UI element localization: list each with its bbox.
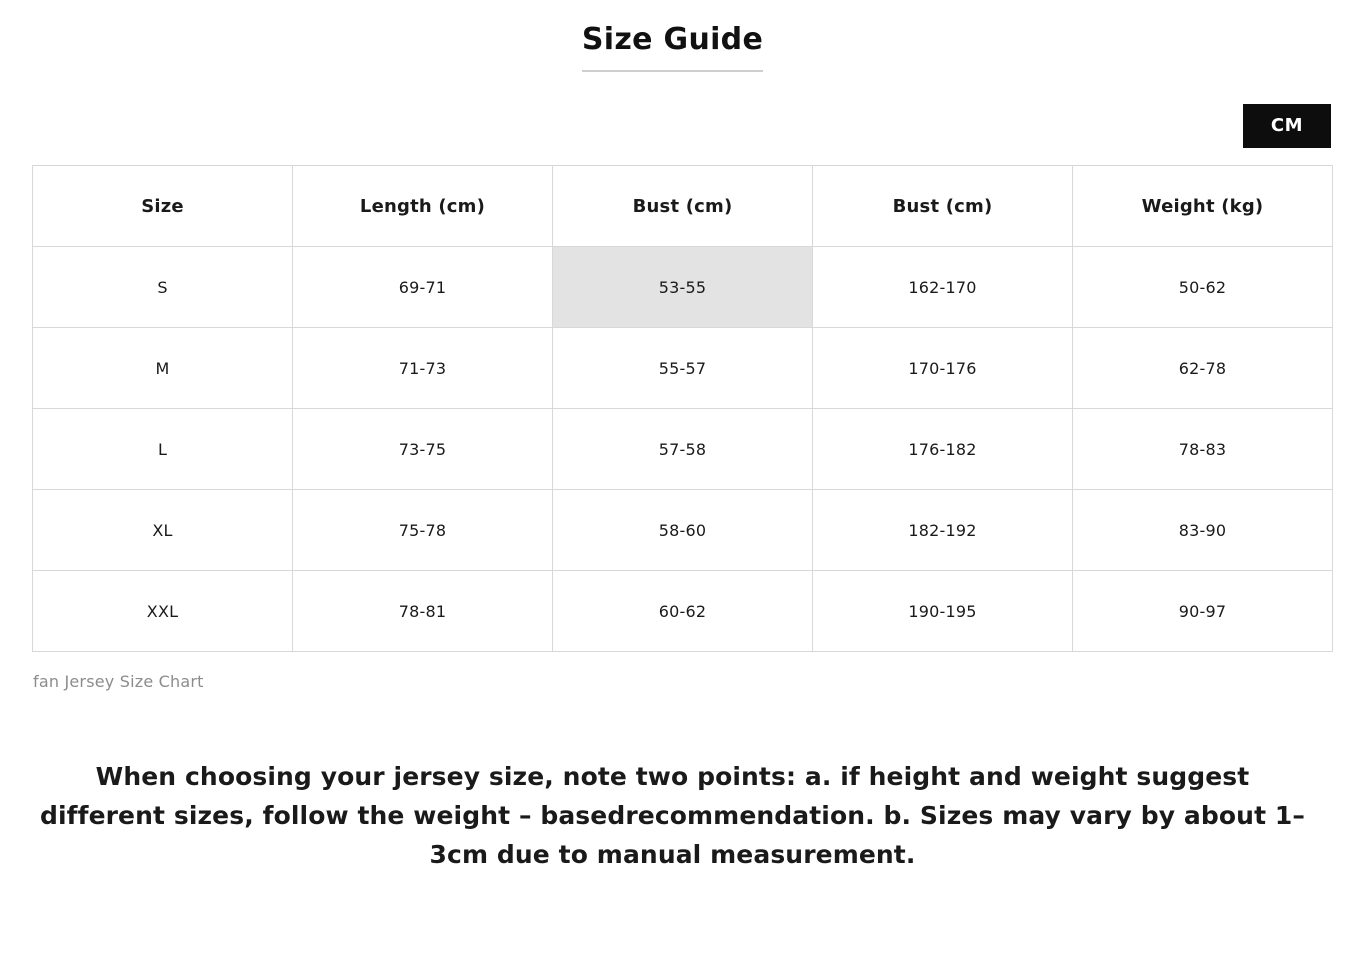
table-header-row <box>33 166 1333 247</box>
size-table-container <box>32 165 1331 652</box>
cell-size: L <box>33 409 293 490</box>
cell-size: XXL <box>33 571 293 652</box>
cell-weight: 78-83 <box>1073 409 1333 490</box>
column-header-weight: Weight (kg) <box>1073 166 1333 247</box>
cell-weight: 83-90 <box>1073 490 1333 571</box>
column-header-size: Size <box>33 166 293 247</box>
cell-bust-2: 190-195 <box>813 571 1073 652</box>
column-header-length: Length (cm) <box>293 166 553 247</box>
cell-size: M <box>33 328 293 409</box>
cell-bust: 57-58 <box>553 409 813 490</box>
table-row <box>33 409 1333 490</box>
cell-bust-2: 170-176 <box>813 328 1073 409</box>
cell-bust-2: 162-170 <box>813 247 1073 328</box>
cell-weight: 90-97 <box>1073 571 1333 652</box>
cell-bust: 53-55 <box>553 247 813 328</box>
size-table <box>32 165 1333 652</box>
cell-bust-2: 176-182 <box>813 409 1073 490</box>
cell-length: 78-81 <box>293 571 553 652</box>
table-row <box>33 490 1333 571</box>
table-caption: fan Jersey Size Chart <box>33 672 204 691</box>
column-header-bust: Bust (cm) <box>553 166 813 247</box>
unit-toggle-row <box>0 104 1345 148</box>
cell-bust: 58-60 <box>553 490 813 571</box>
table-row <box>33 247 1333 328</box>
cell-length: 71-73 <box>293 328 553 409</box>
cell-bust: 55-57 <box>553 328 813 409</box>
sizing-note: When choosing your jersey size, note two points: a. if height and weight suggest different sizes, follow the weight – basedrecommendation. b. Sizes may vary by about 1– 3cm due to manual measurement. <box>39 762 1306 869</box>
cell-bust-2: 182-192 <box>813 490 1073 571</box>
unit-badge-cm[interactable]: CM <box>1243 104 1331 148</box>
size-table-body <box>33 247 1333 652</box>
cell-weight: 62-78 <box>1073 328 1333 409</box>
table-row <box>33 571 1333 652</box>
size-table-head <box>33 166 1333 247</box>
cell-size: XL <box>33 490 293 571</box>
cell-length: 75-78 <box>293 490 553 571</box>
cell-length: 69-71 <box>293 247 553 328</box>
cell-size: S <box>33 247 293 328</box>
table-row <box>33 328 1333 409</box>
cell-weight: 50-62 <box>1073 247 1333 328</box>
page-title-container <box>0 0 1345 72</box>
column-header-bust-2: Bust (cm) <box>813 166 1073 247</box>
cell-bust: 60-62 <box>553 571 813 652</box>
page-title: Size Guide <box>582 22 763 72</box>
cell-length: 73-75 <box>293 409 553 490</box>
